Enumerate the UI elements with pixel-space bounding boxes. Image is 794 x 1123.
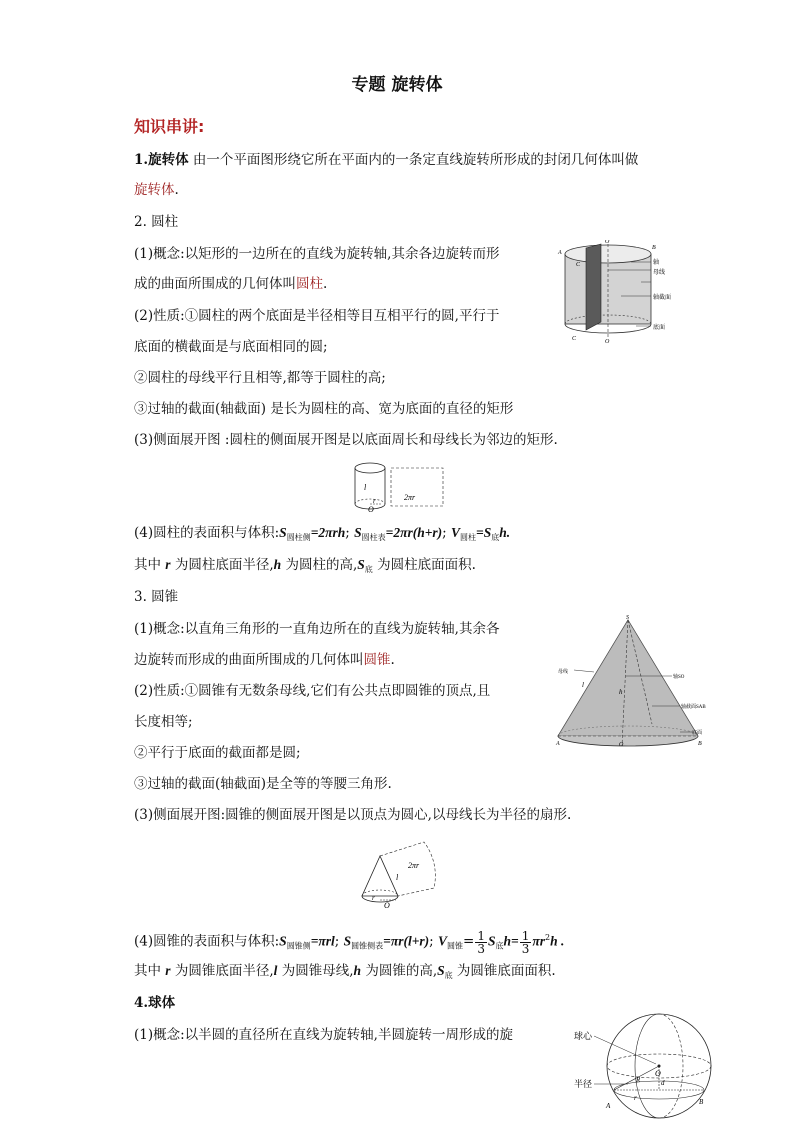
cone-unfold-figure (356, 838, 446, 914)
cyl-label-generatrix: 母线 (653, 270, 666, 276)
sphere-label-B: B (699, 1098, 704, 1106)
cylinder-unfold-figure (352, 460, 447, 516)
unfold-label-l: l (364, 483, 367, 492)
sphere-figure (566, 1008, 716, 1123)
cylinder-prop-b: 底面的横截面是与底面相同的圆; (134, 339, 328, 355)
cone-prop-d: ③过轴的截面(轴截面)是全等的等腰三角形. (134, 776, 392, 792)
definition-rotating-body: 1.旋转体 由一个平面图形绕它所在平面内的一条定直线旋转所形成的封闭几何体叫做 (134, 152, 639, 168)
cone-label-h: h (619, 688, 623, 696)
cone-label-base: 底面 (692, 731, 703, 736)
unfold-label-O: O (368, 505, 374, 514)
cylinder-figure (556, 240, 706, 345)
cone-label-S: S (626, 615, 629, 621)
cone-label-B: B (698, 741, 702, 747)
cyl-label-C-bottom: C (572, 336, 577, 342)
page-title: 专题 旋转体 (351, 75, 443, 95)
cone-note: 其中 r 为圆锥底面半径,l 为圆锥母线,h 为圆锥的高$,S_底$ 为圆锥底面面积. (134, 963, 556, 980)
unfold-rect (391, 468, 443, 506)
sphere-label-radius: 半径 (574, 1079, 593, 1089)
sphere-def-a: (1)概念:以半圆的直径所在直线为旋转轴,半圆旋转一周形成的旋 (134, 1027, 513, 1043)
cyl-label-base: 底面 (653, 325, 666, 331)
axial-section (586, 244, 601, 330)
cone-def-a: (1)概念:以直角三角形的一直角边所在的直线为旋转轴,其余各 (134, 621, 500, 637)
definition-rotating-body-cont: 旋转体. (134, 182, 179, 198)
sphere-label-d: d (661, 1079, 665, 1087)
unfold-label-r: r (373, 497, 376, 505)
cylinder-prop-d: ③过轴的截面(轴截面) 是长为圆柱的高、宽为底面的直径的矩形 (134, 401, 514, 417)
cyl-label-B: B (652, 245, 656, 251)
sphere-label-A: A (606, 1102, 611, 1110)
term-rotating-body: 旋转体 (148, 152, 189, 168)
cone-label-O: O (619, 742, 624, 748)
sphere-heading: 4.球体 (134, 995, 176, 1011)
unfold-label-2pir: 2πr (404, 493, 416, 502)
cylinder-def-b: 成的曲面所围成的几何体叫圆柱. (134, 276, 328, 292)
cylinder-note: 其中 r 为圆柱底面半径,h 为圆柱的高$,S_底$ 为圆柱底面面积. (134, 557, 476, 574)
cone-unfold: (3)侧面展开图:圆锥的侧面展开图是以顶点为圆心,以母线长为半径的扇形. (134, 807, 572, 823)
cylinder-formula: (4)圆柱的表面积与体积$:S_{圆柱侧}=2\pi rh$; $S_{圆柱表}=2\pi r(h+r)$; $V_{圆柱}=S_底h$. (134, 525, 511, 542)
cylinder-prop-c: ②圆柱的母线平行且相等,都等于圆柱的高; (134, 370, 386, 386)
cyl-label-axial-section: 轴截面 (653, 295, 672, 301)
cone-figure (552, 614, 712, 748)
sphere-label-O: O (655, 1069, 661, 1078)
sphere-label-center: 球心 (574, 1031, 593, 1041)
cone-prop-b: 长度相等; (134, 714, 193, 730)
cylinder-prop-a: (2)性质:①圆柱的两个底面是半径相等目互相平行的圆,平行于 (134, 308, 500, 324)
section-heading: 知识串讲: (134, 117, 205, 136)
cyl-label-O-bottom: O (605, 339, 610, 345)
cylinder-unfold: (3)侧面展开图 :圆柱的侧面展开图是以底面周长和母线长为邻边的矩形. (134, 432, 558, 448)
cyl-label-A: A (558, 250, 562, 256)
cyl-label-C: C (576, 262, 581, 268)
sphere-label-R: R (636, 1076, 641, 1084)
cylinder-def-a: (1)概念:以矩形的一边所在的直线为旋转轴,其余各边旋转而形 (134, 246, 500, 262)
sphere-label-r: r (634, 1094, 637, 1102)
cone-formula: (4)圆锥的表面积与体积$:S_{圆锥侧}=\pi rl$; $S_{圆锥侧表}=\pi r(l+r)$; $V_{圆锥}=$ $\frac{1}{3}$ $S_底h=$ $\frac{1}{3}$ $\pi r^2h$ . (134, 928, 565, 956)
cone-unfold-2pir: 2πr (408, 861, 420, 870)
cone-unfold-l: l (396, 873, 399, 882)
cone-prop-c: ②平行于底面的截面都是圆; (134, 745, 301, 761)
cone-label-A: A (556, 741, 560, 747)
cone-heading: 3. 圆锥 (134, 589, 179, 605)
cone-label-axis: 轴SO (673, 675, 685, 680)
cone-label-generatrix: 母线 (558, 670, 569, 675)
cyl-label-axis: 轴 (653, 260, 660, 266)
cone-unfold-r: r (372, 894, 375, 902)
cone-label-axial-section: 轴截面SAB (681, 705, 706, 710)
cone-unfold-O: O (384, 901, 390, 910)
cyl-label-O-top: O (605, 240, 610, 245)
cone-label-l: l (582, 681, 584, 689)
cone-prop-a: (2)性质:①圆锥有无数条母线,它们有公共点即圆锥的顶点,且 (134, 683, 491, 699)
cone-def-b: 边旋转而形成的曲面所围成的几何体叫圆锥. (134, 652, 395, 668)
cylinder-heading: 2. 圆柱 (134, 214, 179, 230)
